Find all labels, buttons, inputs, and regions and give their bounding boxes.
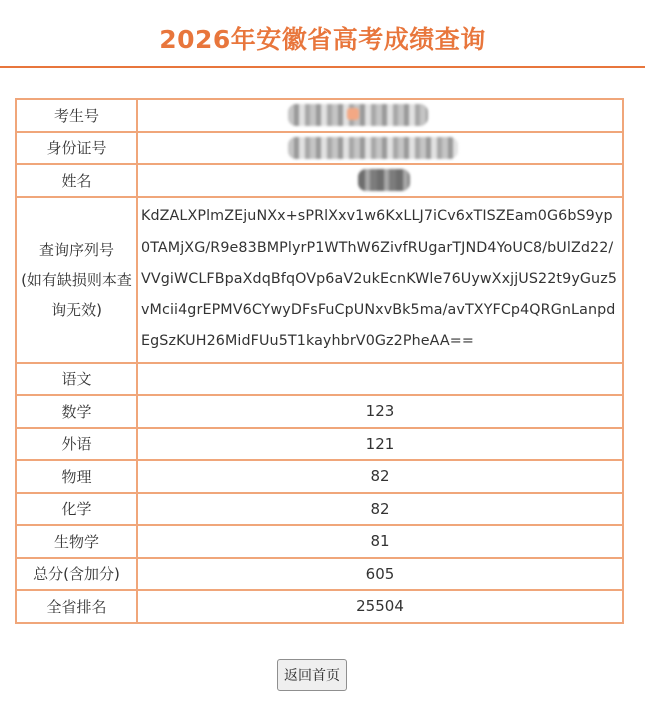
table-row [16,558,623,591]
redaction-mosaic [288,104,428,126]
serial-label-text [21,241,132,319]
table-row [16,493,623,526]
table-row [16,164,623,197]
table-row [16,428,623,461]
score-value: 82 [137,460,623,493]
name-label: 姓名 [16,164,137,197]
name-value-redacted [137,164,623,197]
redaction-mosaic [358,169,410,191]
table-row [16,590,623,623]
subject-label: 生物学 [16,525,137,558]
subject-label: 物理 [16,460,137,493]
subject-label: 外语 [16,428,137,461]
subject-label: 化学 [16,493,137,526]
subject-label: 总分(含加分) [16,558,137,591]
score-rows [16,363,623,623]
page-title: 2026年安徽省高考成绩查询 [159,25,486,54]
score-value: 81 [137,525,623,558]
table-row [16,99,623,132]
score-value: 605 [137,558,623,591]
back-home-button[interactable]: 返回首页 [277,659,347,691]
table-row [16,460,623,493]
score-value: 123 [137,395,623,428]
table-row [16,197,623,363]
table-row [16,525,623,558]
serial-label-line: 查询序列号 [38,240,114,259]
table-row [16,132,623,165]
score-value: 25504 [137,590,623,623]
id-no-value-redacted [137,132,623,165]
subject-label: 语文 [16,363,137,396]
redaction-mosaic [288,137,458,159]
page-header [0,0,645,68]
serial-label-line: (如有缺损则本查询无效) [21,270,132,319]
score-table [15,98,624,624]
score-value: 82 [137,493,623,526]
subject-label: 数学 [16,395,137,428]
score-value: 121 [137,428,623,461]
table-row [16,395,623,428]
exam-no-value-redacted [137,99,623,132]
exam-no-label: 考生号 [16,99,137,132]
subject-label: 全省排名 [16,590,137,623]
serial-value: KdZALXPlmZEjuNXx+sPRlXxv1w6KxLLJ7iCv6xTISZEam0G6bS9yp0TAMjXG/R9e83BMPlyrP1WThW6ZivfRUgarTJND4YoUC8/bUlZd22/VVgiWCLFBpaXdqBfqOVp6aV2ukEcnKWle76UywXxjjUS22t9yGuz5vMcii4grEPMV6CYwyDFsFuCpUNxvBk5ma/avTXYFCp4QRGnLanpdEgSzKUH26MidFUu5T1kayhbrV0Gz2PheAA== [137,197,623,363]
id-no-label: 身份证号 [16,132,137,165]
serial-label [16,197,137,363]
score-value [137,363,623,396]
table-row [16,363,623,396]
